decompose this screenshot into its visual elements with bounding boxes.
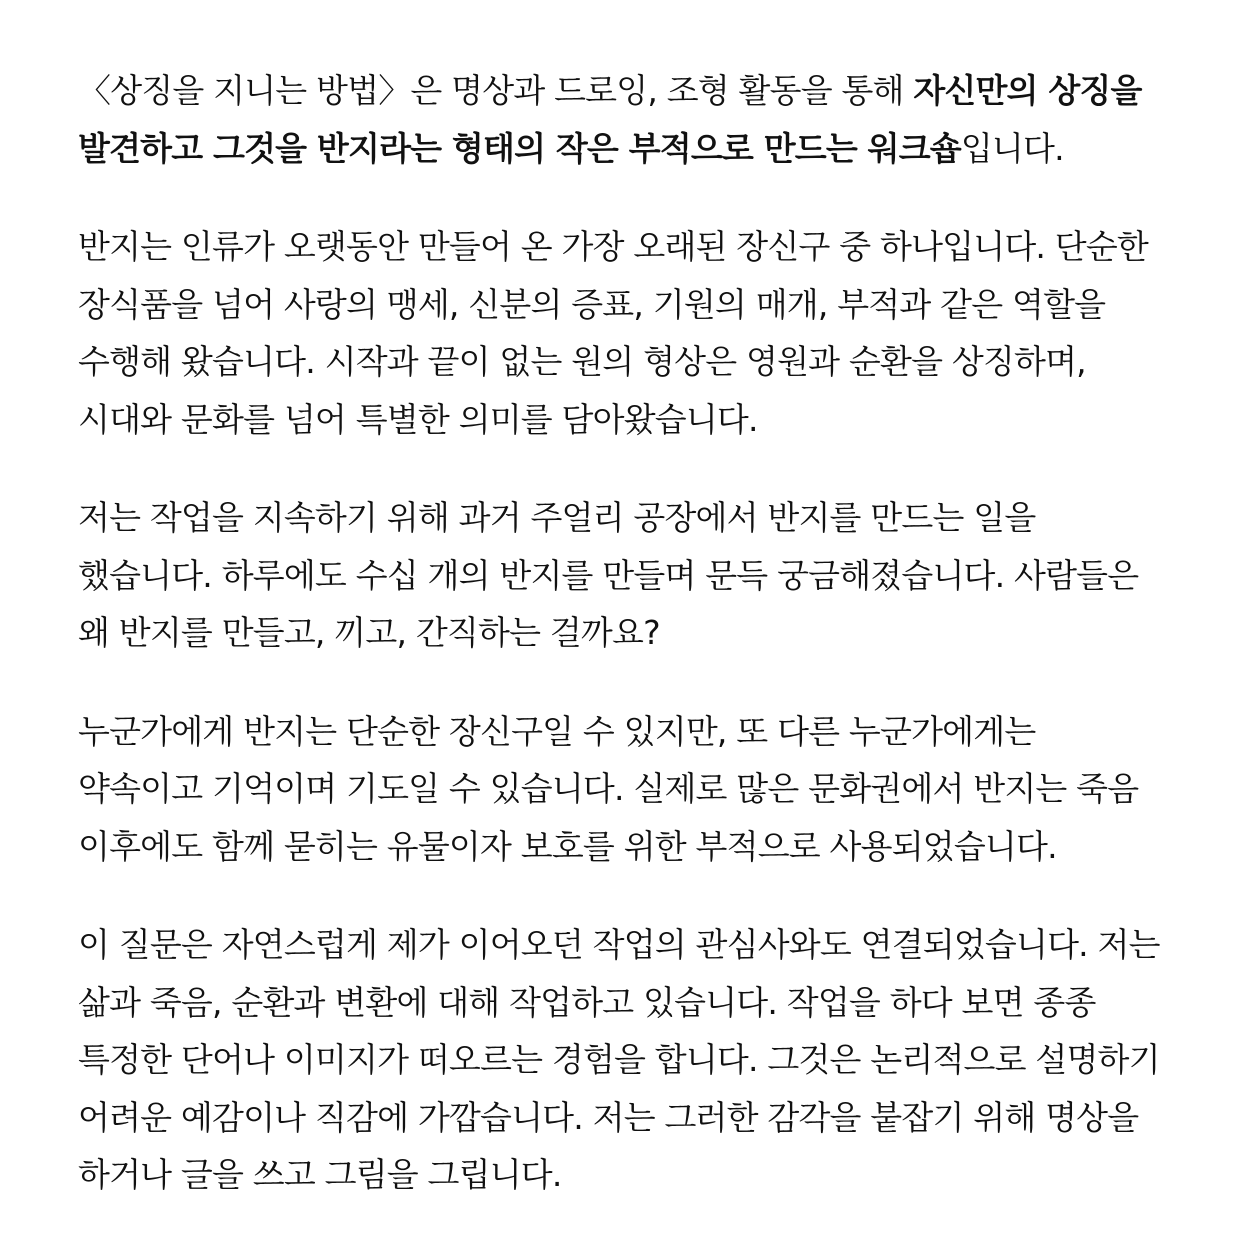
text-run: 〈상징을 지니는 방법〉은 명상과 드로잉, 조형 활동을 통해 xyxy=(78,71,914,110)
emphasis-text: 발견하고 그것을 반지라는 형태의 작은 부적으로 만드는 워크숍 xyxy=(78,128,961,168)
text-line: 저는 작업을 지속하기 위해 과거 주얼리 공장에서 반지를 만드는 일을 xyxy=(78,498,1036,537)
text-line: 했습니다. 하루에도 수십 개의 반지를 만들며 문득 궁금해졌습니다. 사람들은 xyxy=(78,555,1139,595)
text-line: 특정한 단어나 이미지가 떠오르는 경험을 합니다. 그것은 논리적으로 설명하기 xyxy=(78,1040,1160,1079)
text-line: 반지는 인류가 오랫동안 만들어 온 가장 오래된 장신구 중 하나입니다. 단순한 xyxy=(78,227,1149,266)
text-line: 어려운 예감이나 직감에 가깝습니다. 저는 그러한 감각을 붙잡기 위해 명상을 xyxy=(78,1097,1139,1137)
paragraph-practice xyxy=(78,916,1188,1204)
text-line: 시대와 문화를 넘어 특별한 의미를 담아왔습니다. xyxy=(78,399,758,439)
text-line: 누군가에게 반지는 단순한 장신구일 수 있지만, 또 다른 누군가에게는 xyxy=(78,711,1036,751)
text-line: 하거나 글을 쓰고 그림을 그립니다. xyxy=(78,1155,562,1194)
text-line: 장식품을 넘어 사랑의 맹세, 신분의 증표, 기원의 매개, 부적과 같은 역할을 xyxy=(78,284,1106,324)
text-line xyxy=(78,120,1188,178)
text-line: 수행해 왔습니다. 시작과 끝이 없는 원의 형상은 영원과 순환을 상징하며, xyxy=(78,342,1086,381)
text-line: 왜 반지를 만들고, 끼고, 간직하는 걸까요? xyxy=(78,613,660,652)
text-line: 삶과 죽음, 순환과 변환에 대해 작업하고 있습니다. 작업을 하다 보면 종종 xyxy=(78,982,1096,1022)
emphasis-text: 자신만의 상징을 xyxy=(913,71,1142,110)
document-body xyxy=(78,62,1188,1245)
text-line xyxy=(78,62,1188,120)
paragraph-factory xyxy=(78,489,1188,662)
paragraph-meaning xyxy=(78,703,1188,876)
text-line: 이후에도 함께 묻히는 유물이자 보호를 위한 부적으로 사용되었습니다. xyxy=(78,826,1057,866)
paragraph-intro xyxy=(78,62,1188,177)
text-line: 약속이고 기억이며 기도일 수 있습니다. 실제로 많은 문화권에서 반지는 죽음 xyxy=(78,769,1139,808)
text-line: 이 질문은 자연스럽게 제가 이어오던 작업의 관심사와도 연결되었습니다. 저는 xyxy=(78,925,1160,964)
paragraph-ring-history xyxy=(78,218,1188,448)
text-run: 입니다. xyxy=(960,128,1064,168)
